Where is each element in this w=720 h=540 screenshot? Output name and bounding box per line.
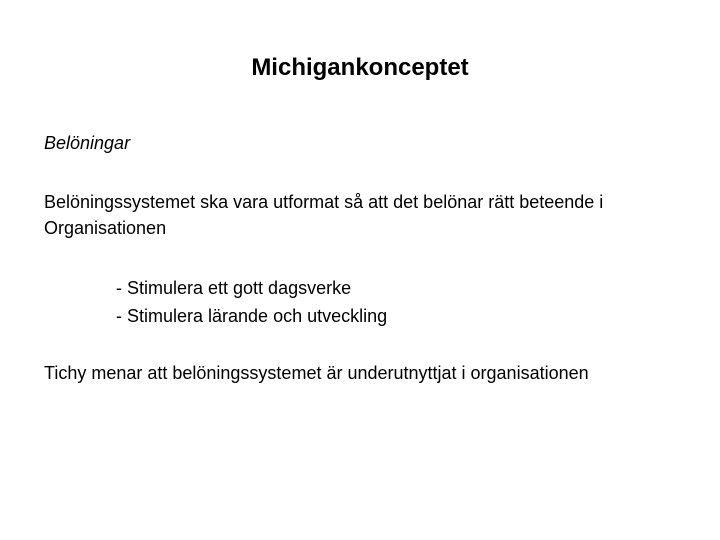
paragraph-line-1: Belöningssystemet ska vara utformat så att det belönar rätt beteende i (44, 192, 604, 212)
section-subheading: Belöningar (44, 133, 131, 153)
bullet-list (116, 274, 387, 330)
bullet-item: - Stimulera lärande och utveckling (116, 306, 388, 326)
closing-statement: Tichy menar att belöningssystemet är underutnyttjat i organisationen (44, 363, 589, 383)
slide-title: Michigankonceptet (251, 54, 469, 81)
body-paragraph (44, 189, 684, 241)
bullet-item: - Stimulera ett gott dagsverke (116, 278, 352, 298)
paragraph-line-2: Organisationen (44, 218, 167, 238)
